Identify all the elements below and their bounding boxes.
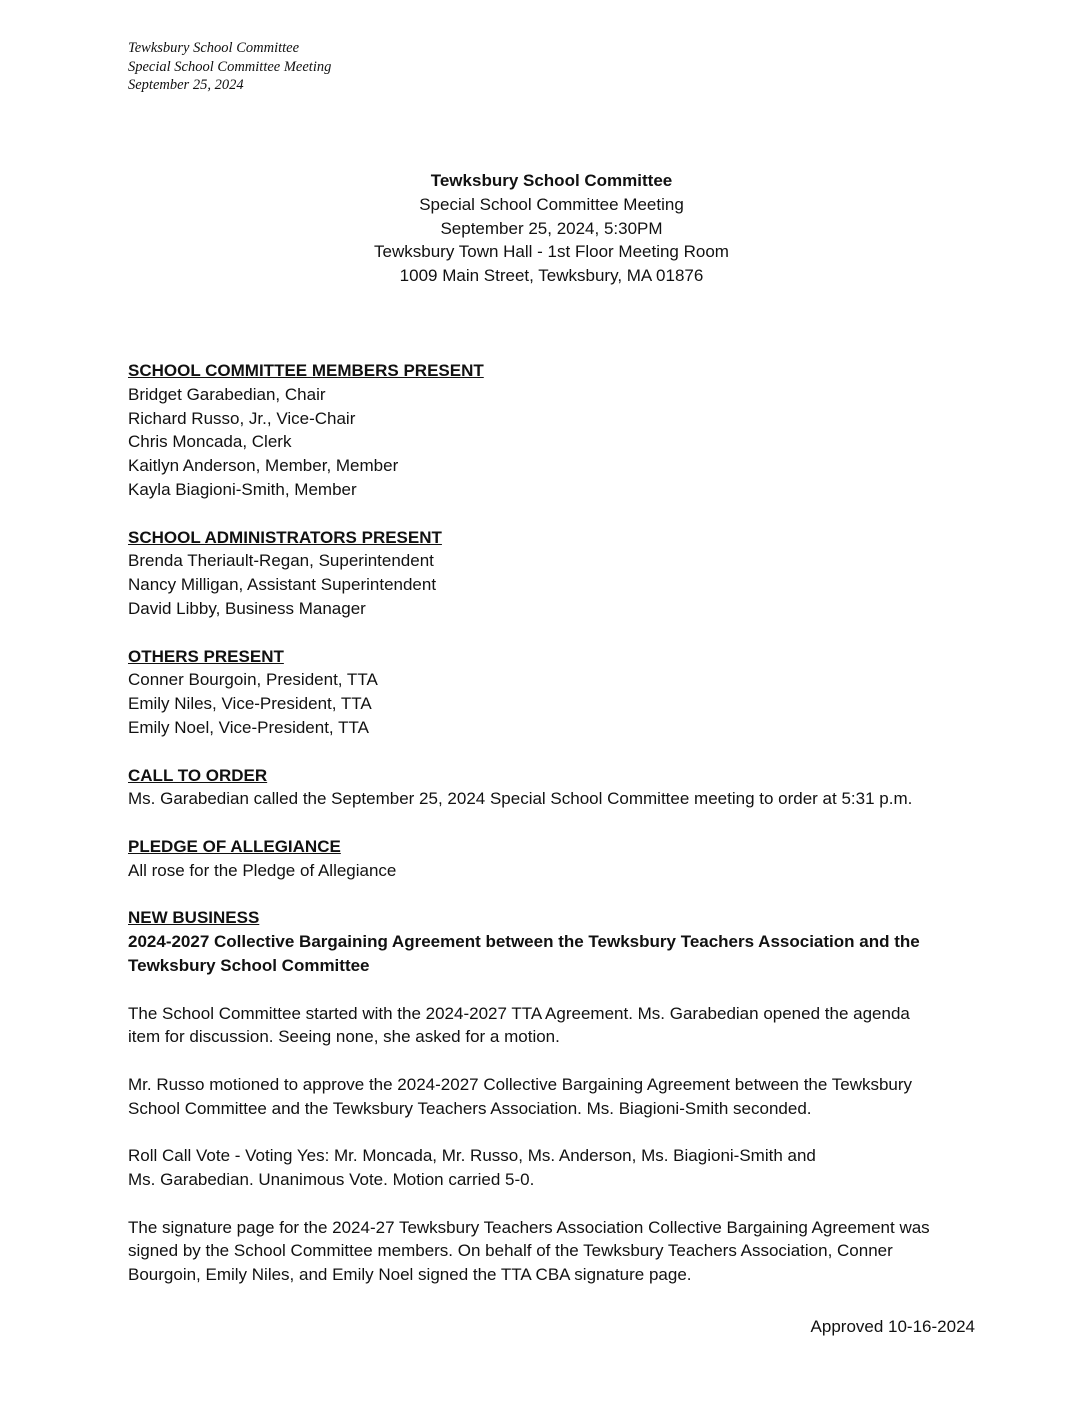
attendee-item: Bridget Garabedian, Chair bbox=[128, 384, 326, 404]
meeting-type: Special School Committee Meeting bbox=[419, 194, 684, 214]
attendee-item: Kaitlyn Anderson, Member, Member bbox=[128, 456, 399, 476]
attendee-item: Nancy Milligan, Assistant Superintendent bbox=[128, 575, 437, 595]
section-text: All rose for the Pledge of Allegiance bbox=[128, 860, 397, 880]
paragraph-line: School Committee and the Tewksbury Teachers Association. Ms. Biagioni-Smith seconded. bbox=[128, 1098, 812, 1118]
attendee-item: David Libby, Business Manager bbox=[128, 598, 366, 618]
approval-stamp: Approved 10-16-2024 bbox=[810, 1317, 975, 1336]
paragraph-line: signed by the School Committee members. On behalf of the Tewksbury Teachers Association, Conner bbox=[128, 1241, 893, 1261]
organization-title: Tewksbury School Committee bbox=[430, 171, 673, 190]
minutes-body bbox=[128, 359, 988, 1287]
attendee-item: Kayla Biagioni-Smith, Member bbox=[128, 479, 357, 499]
spacer bbox=[128, 621, 988, 645]
section-others-present bbox=[128, 645, 988, 740]
attendee-item: Emily Noel, Vice-President, TTA bbox=[128, 717, 369, 737]
running-header bbox=[128, 39, 331, 95]
spacer bbox=[128, 740, 988, 764]
attendee-item: Conner Bourgoin, President, TTA bbox=[128, 670, 378, 690]
section-heading: CALL TO ORDER bbox=[128, 765, 268, 785]
agenda-item-title: Tewksbury School Committee bbox=[128, 955, 370, 975]
section-administrators-present bbox=[128, 526, 988, 621]
paragraph-signature bbox=[128, 1216, 988, 1287]
attendee-item: Brenda Theriault-Regan, Superintendent bbox=[128, 551, 434, 571]
spacer bbox=[128, 1121, 988, 1145]
section-members-present bbox=[128, 359, 988, 502]
section-heading: NEW BUSINESS bbox=[128, 908, 260, 928]
title-block bbox=[0, 169, 1088, 288]
paragraph-line: Ms. Garabedian. Unanimous Vote. Motion carried 5-0. bbox=[128, 1170, 535, 1190]
meeting-address: 1009 Main Street, Tewksbury, MA 01876 bbox=[399, 266, 704, 286]
spacer bbox=[128, 1049, 988, 1073]
section-heading: SCHOOL COMMITTEE MEMBERS PRESENT bbox=[128, 361, 484, 380]
section-heading: SCHOOL ADMINISTRATORS PRESENT bbox=[128, 527, 442, 547]
agenda-item-title: 2024-2027 Collective Bargaining Agreement between the Tewksbury Teachers Association and the bbox=[128, 932, 920, 952]
section-pledge bbox=[128, 835, 988, 883]
paragraph-line: Bourgoin, Emily Niles, and Emily Noel signed the TTA CBA signature page. bbox=[128, 1265, 692, 1285]
paragraph-line: Mr. Russo motioned to approve the 2024-2027 Collective Bargaining Agreement between the Tewksbury bbox=[128, 1074, 913, 1094]
running-header-line: Tewksbury School Committee bbox=[128, 40, 300, 56]
paragraph-motion bbox=[128, 1073, 988, 1121]
running-header-line: Special School Committee Meeting bbox=[128, 58, 332, 75]
section-heading: OTHERS PRESENT bbox=[128, 646, 284, 666]
attendee-item: Richard Russo, Jr., Vice-Chair bbox=[128, 408, 356, 428]
paragraph-line: The signature page for the 2024-27 Tewksbury Teachers Association Collective Bargaining Agreement was bbox=[128, 1217, 930, 1237]
spacer bbox=[128, 978, 988, 1002]
paragraph-line: item for discussion. Seeing none, she asked for a motion. bbox=[128, 1027, 560, 1047]
spacer bbox=[128, 811, 988, 835]
running-header-line: September 25, 2024 bbox=[128, 77, 244, 93]
paragraph-line: The School Committee started with the 2024-2027 TTA Agreement. Ms. Garabedian opened the agenda bbox=[128, 1003, 910, 1023]
section-heading: PLEDGE OF ALLEGIANCE bbox=[128, 836, 341, 856]
attendee-item: Emily Niles, Vice-President, TTA bbox=[128, 694, 372, 714]
spacer bbox=[128, 502, 988, 526]
paragraph-discussion bbox=[128, 1002, 988, 1050]
meeting-datetime: September 25, 2024, 5:30PM bbox=[440, 218, 663, 238]
section-text: Ms. Garabedian called the September 25, 2024 Special School Committee meeting to order at 5:31 p.m. bbox=[128, 789, 913, 809]
spacer bbox=[128, 883, 988, 907]
section-call-to-order bbox=[128, 764, 988, 812]
section-new-business bbox=[128, 906, 988, 1287]
attendee-item: Chris Moncada, Clerk bbox=[128, 432, 292, 452]
paragraph-line: Roll Call Vote - Voting Yes: Mr. Moncada, Mr. Russo, Ms. Anderson, Ms. Biagioni-Smith and bbox=[128, 1146, 816, 1166]
spacer bbox=[128, 1192, 988, 1216]
meeting-location: Tewksbury Town Hall - 1st Floor Meeting Room bbox=[374, 242, 729, 262]
paragraph-vote bbox=[128, 1144, 988, 1192]
